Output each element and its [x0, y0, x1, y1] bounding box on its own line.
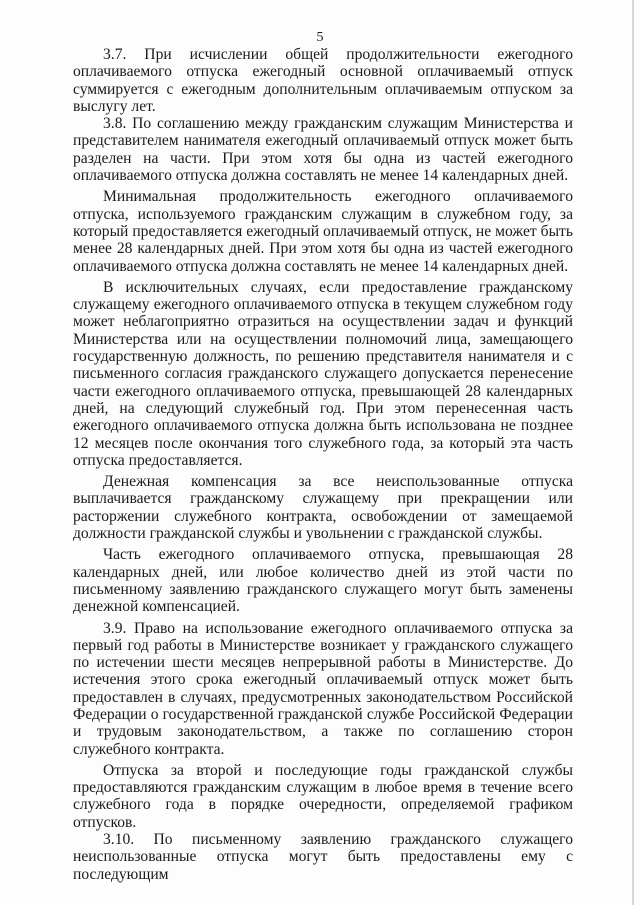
paragraph-minimum-duration: Минимальная продолжительность ежегодного оплачиваемого отпуска, используемого гражданским служащим в служебном году, за который предоставляется ежегодный оплачиваемый отпуск, не может быть менее 28 календарных дней. При этом хотя бы одна из частей ежегодного оплачиваемого отпуска должна составлять не менее 14 календарных дней.: [73, 188, 573, 275]
paragraph-compensation-replacement: Часть ежегодного оплачиваемого отпуска, превышающая 28 календарных дней, или любое количество дней из этой части по письменному заявлению гражданского служащего могут быть заменены денежной компенсацией.: [73, 546, 573, 616]
paragraph-monetary-compensation: Денежная компенсация за все неиспользованные отпуска выплачивается гражданскому служащему при прекращении или расторжении служебного контракта, освобождении от замещаемой должности гражданской службы и увольнении с гражданской службы.: [73, 473, 573, 543]
document-body: [73, 46, 573, 883]
paragraph-subsequent-years: Отпуска за второй и последующие годы гражданской службы предоставляются гражданским служащим в любое время в течение всего служебного года в порядке очередности, определяемой графиком отпусков.: [73, 761, 573, 831]
paragraph-3-7: 3.7. При исчислении общей продолжительности ежегодного оплачиваемого отпуска ежегодный основной оплачиваемый отпуск суммируется с ежегодным дополнительным оплачиваемым отпуском за выслугу лет.: [73, 46, 573, 115]
page-edge-shadow: [632, 0, 634, 905]
paragraph-exceptional-cases: В исключительных случаях, если предоставление гражданскому служащему ежегодного оплачиваемого отпуска в текущем служебном году может неблагоприятно отразиться на осуществлении задач и функций Министерства или на осуществлении полномочий лица, замещающего государственную должность, по решению представителя нанимателя и с письменного согласия гражданского служащего допускается перенесение части ежегодного оплачиваемого отпуска, превышающей 28 календарных дней, на следующий служебный год. При этом перенесенная часть ежегодного оплачиваемого отпуска должна быть использована не позднее 12 месяцев после окончания того служебного года, за который эта часть отпуска предоставляется.: [73, 278, 573, 469]
paragraph-3-10: 3.10. По письменному заявлению гражданского служащего неиспользованные отпуска могут быть предоставлены ему с последующим: [73, 831, 573, 883]
paragraph-3-8: 3.8. По соглашению между гражданским служащим Министерства и представителем нанимателя ежегодный оплачиваемый отпуск может быть разделен на части. При этом хотя бы одна из частей ежегодного оплачиваемого отпуска должна составлять не менее 14 календарных дней.: [73, 115, 573, 185]
page-number: 5: [316, 30, 324, 45]
paragraph-3-9: 3.9. Право на использование ежегодного оплачиваемого отпуска за первый год работы в Министерстве возникает у гражданского служащего по истечении шести месяцев непрерывной работы в Министерстве. До истечения этого срока ежегодный оплачиваемый отпуск может быть предоставлен в случаях, предусмотренных законодательством Российской Федерации о государственной гражданской службе Российской Федерации и трудовым законодательством, а также по соглашению сторон служебного контракта.: [73, 619, 573, 758]
